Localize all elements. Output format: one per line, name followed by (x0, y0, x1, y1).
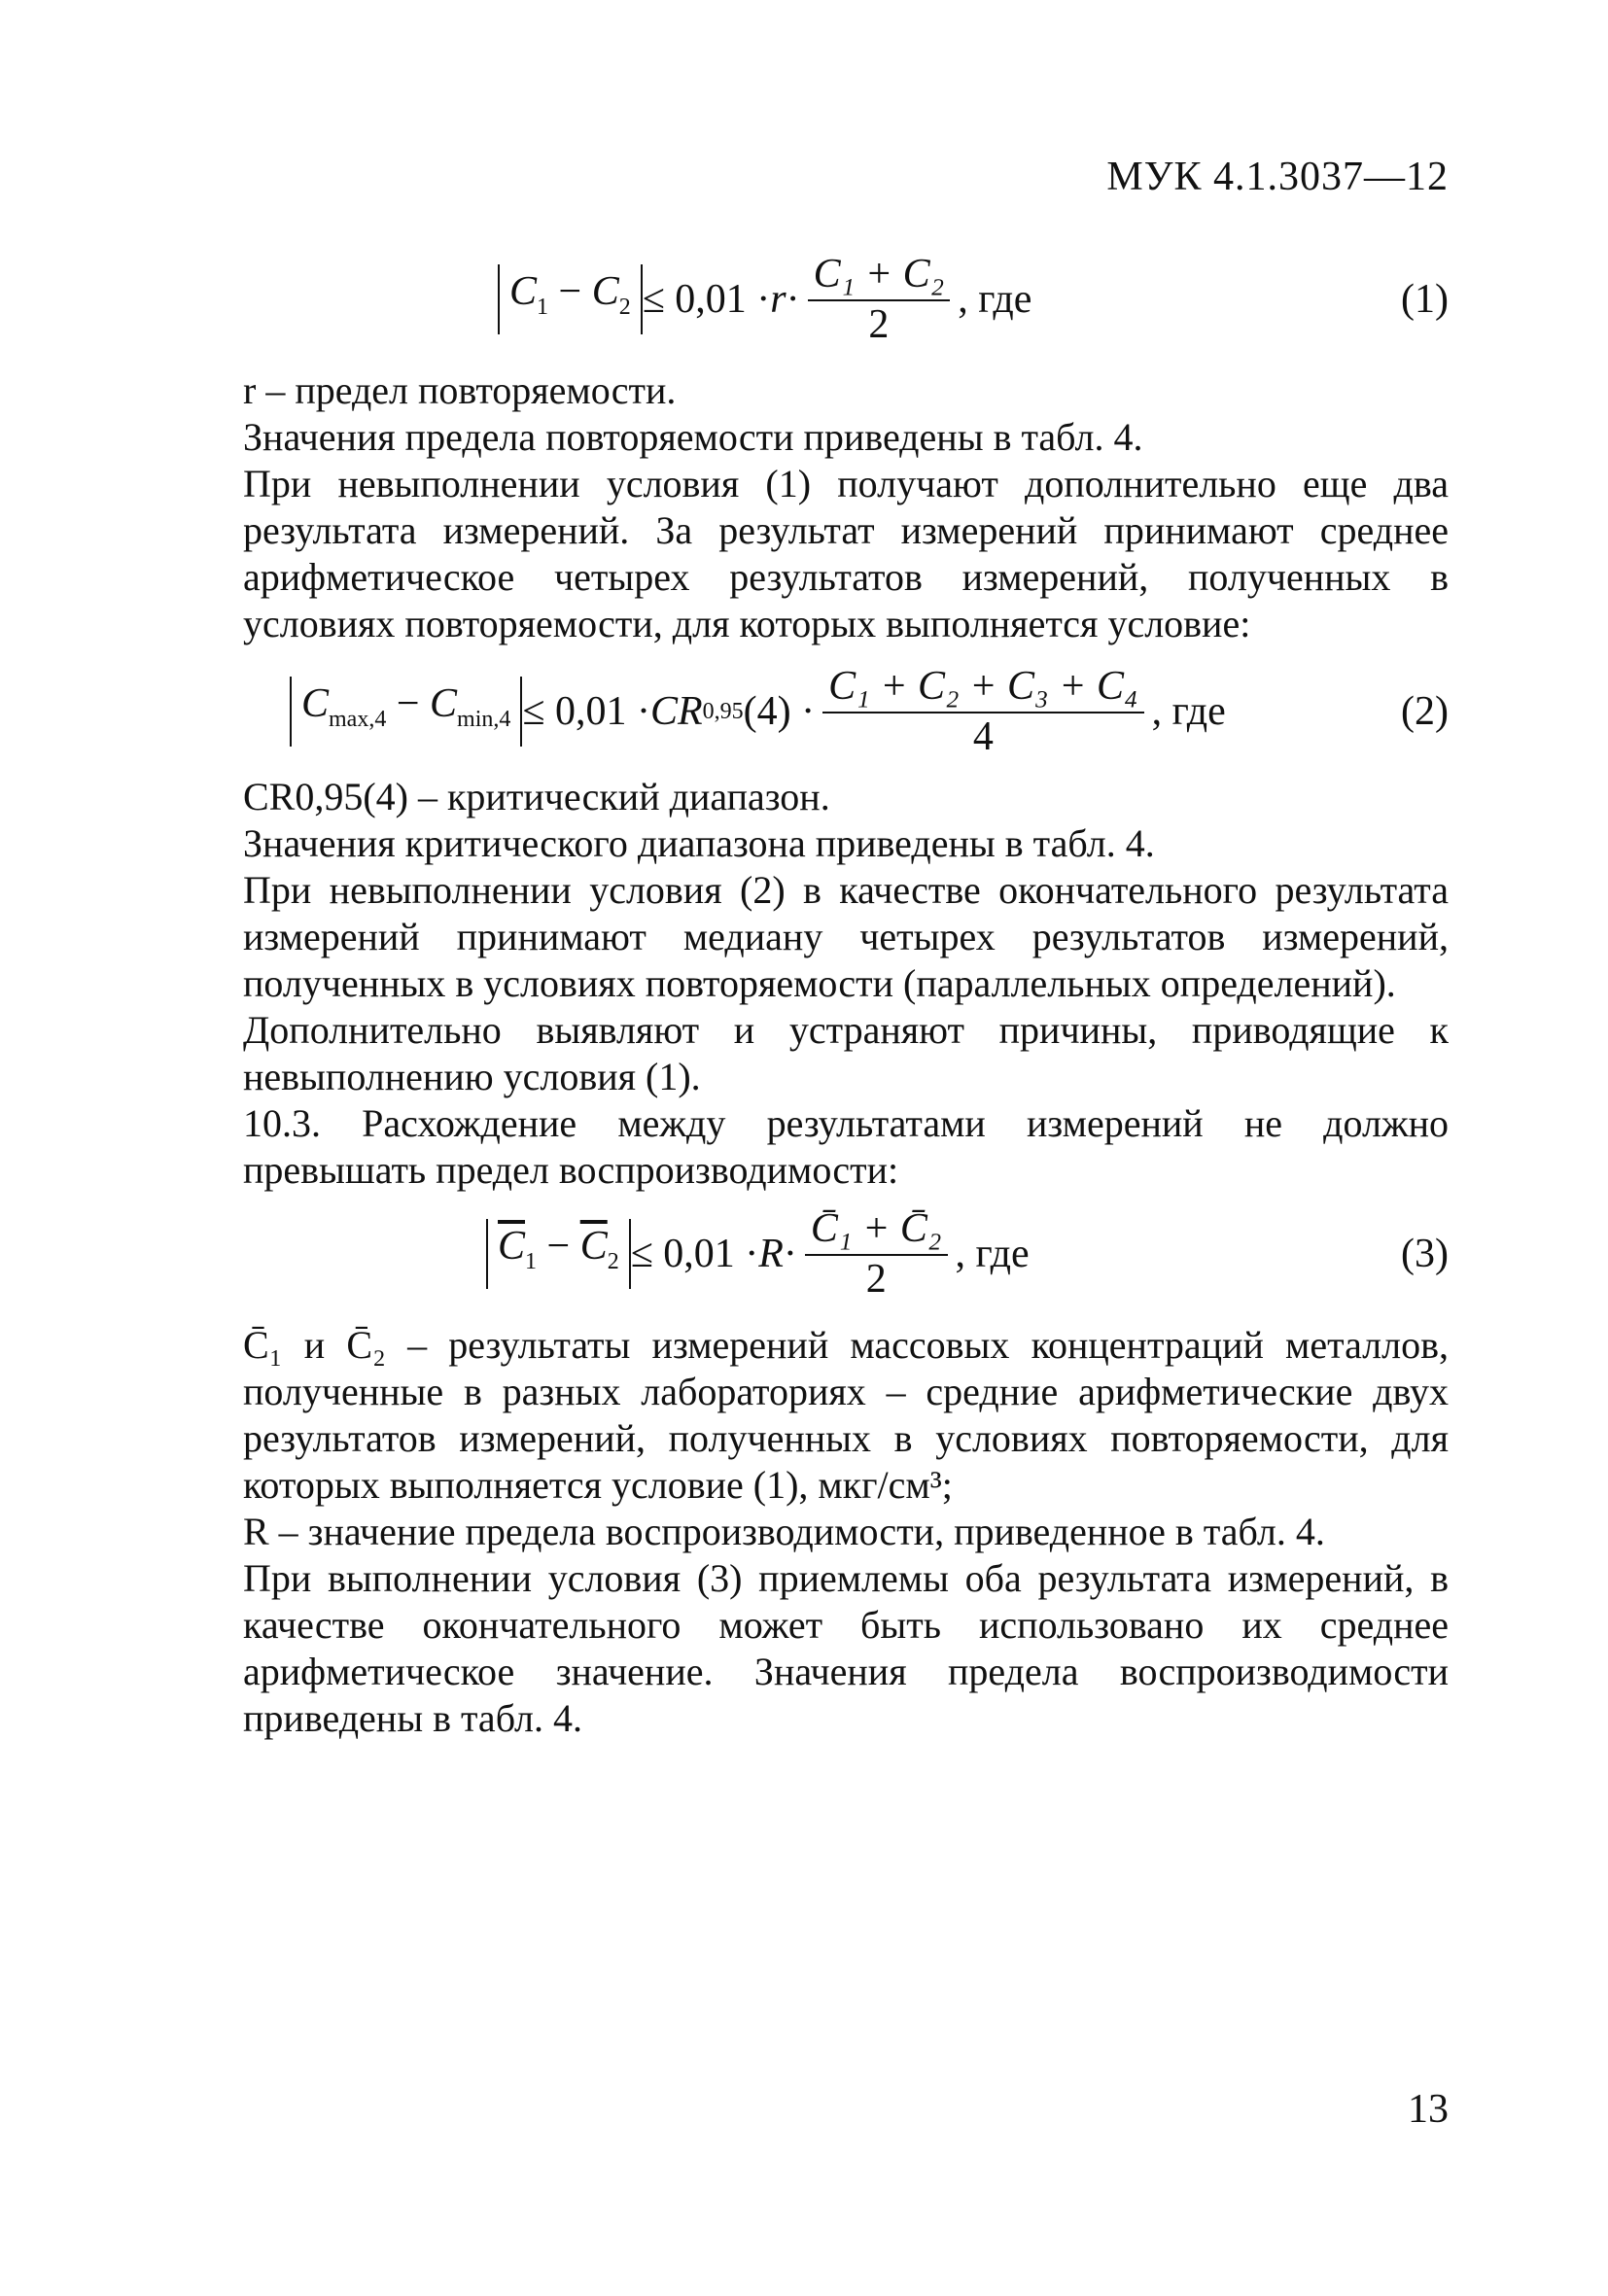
eq3-c1-bar: $\overline{C}$ (498, 1224, 526, 1269)
eq1-tail: , где (958, 277, 1032, 322)
text-block-3 (243, 1322, 1449, 1742)
eq2-minus: − (386, 681, 431, 726)
text-block-1 (243, 367, 1449, 647)
page-number: 13 (1408, 2087, 1449, 2132)
eq1-c1-sub: 1 (537, 295, 549, 320)
eq1-coef: r (770, 277, 787, 322)
eq2-coef-sub: 0,95 (702, 698, 744, 724)
eq2-cmin-sub: min,4 (457, 707, 511, 732)
equation-2 (243, 653, 1449, 770)
eq3-dot: · (783, 1232, 797, 1276)
eq1-fraction (808, 251, 951, 348)
eq3-coef: R (758, 1232, 784, 1276)
eq2-arg: (4) · (743, 689, 816, 734)
paragraph-repeatability-values: Значения предела повторяемости приведены в табл. 4. (243, 415, 1143, 459)
eq3-c1-sub: 1 (525, 1249, 538, 1274)
eq1-numerator: C₁ + C₂ (808, 251, 951, 301)
eq2-tail: , где (1151, 689, 1226, 734)
equation-3 (243, 1196, 1449, 1312)
paragraph-causes: Дополнительно выявляют и устраняют причины, приводящие к невыполнению условия (1). (243, 1008, 1449, 1098)
equation-1-number: (1) (1401, 277, 1449, 322)
equation-3-number: (3) (1401, 1232, 1449, 1276)
text-block-2 (243, 774, 1449, 1194)
eq3-c2-bar: $\overline{C}$ (579, 1224, 608, 1269)
eq2-numerator: C₁ + C₂ + C₃ + C₄ (822, 663, 1144, 713)
eq3-c2-sub: 2 (607, 1249, 619, 1274)
paragraph-condition-3-pass: При выполнении условия (3) приемлемы оба результата измерений, в качестве окончательного может быть использовано их среднее арифметическое значение. Значения предела воспроизводимости приведены в табл. 4. (243, 1556, 1449, 1740)
eq2-denominator: 4 (972, 714, 994, 759)
paragraph-c1-c2-definition: C̄₁ и C̄₂ – результаты измерений массовых концентраций металлов, полученные в разных лабораториях – средние арифметические двух результатов измерений, полученных в условиях повторяемости, для которых выполняется условие (1), мкг/см³; (243, 1323, 1449, 1507)
eq2-cmin: C (430, 681, 458, 726)
eq1-relation: ≤ 0,01 · (642, 277, 771, 322)
paragraph-condition-2-fail: При невыполнении условия (2) в качестве окончательного результата измерений принимают медиану четырех результатов измерений, полученных в условиях повторяемости (параллельных определений). (243, 868, 1449, 1005)
equation-3-body (486, 1196, 1030, 1312)
paragraph-condition-1-fail: При невыполнении условия (1) получают дополнительно еще два результата измерений. За результат измерений принимают среднее арифметическое четырех результатов измерений, полученных в условиях повторяемости, для которых выполняется условие: (243, 462, 1449, 645)
document-code: МУК 4.1.3037—12 (1106, 155, 1449, 199)
eq2-cmax: C (301, 681, 330, 726)
eq1-c2: C (591, 269, 619, 314)
eq1-denominator: 2 (868, 302, 890, 347)
eq2-coef: CR (649, 689, 703, 734)
eq2-fraction (822, 663, 1144, 760)
eq3-minus: − (537, 1224, 580, 1269)
equation-3-abs (486, 1219, 631, 1289)
eq1-c1: C (509, 269, 538, 314)
equation-1-abs (498, 264, 643, 334)
eq3-numerator: C̄₁ + C̄₂ (805, 1205, 948, 1256)
eq2-relation: ≤ 0,01 · (522, 689, 650, 734)
eq2-cmax-sub: max,4 (329, 707, 387, 732)
paragraph-r-value: R – значение предела воспроизводимости, приведенное в табл. 4. (243, 1510, 1325, 1553)
eq3-relation: ≤ 0,01 · (630, 1232, 759, 1276)
paragraph-10-3: 10.3. Расхождение между результатами измерений не должно превышать предел воспроизводимости: (243, 1101, 1449, 1192)
paragraph-critical-range: CR0,95(4) – критический диапазон. (243, 775, 830, 818)
paragraph-critical-range-values: Значения критического диапазона приведены в табл. 4. (243, 821, 1155, 865)
equation-1-body (498, 241, 1031, 358)
equation-1 (243, 241, 1449, 358)
eq3-denominator: 2 (865, 1257, 887, 1302)
paragraph-r-definition: r – предел повторяемости. (243, 368, 677, 412)
eq1-c2-sub: 2 (618, 295, 631, 320)
eq1-dot: · (786, 277, 800, 322)
eq3-tail: , где (955, 1232, 1030, 1276)
equation-2-abs (290, 677, 522, 747)
equation-2-body (290, 653, 1226, 770)
eq3-fraction (805, 1205, 948, 1303)
equation-2-number: (2) (1401, 689, 1449, 734)
eq1-minus: − (548, 269, 592, 314)
